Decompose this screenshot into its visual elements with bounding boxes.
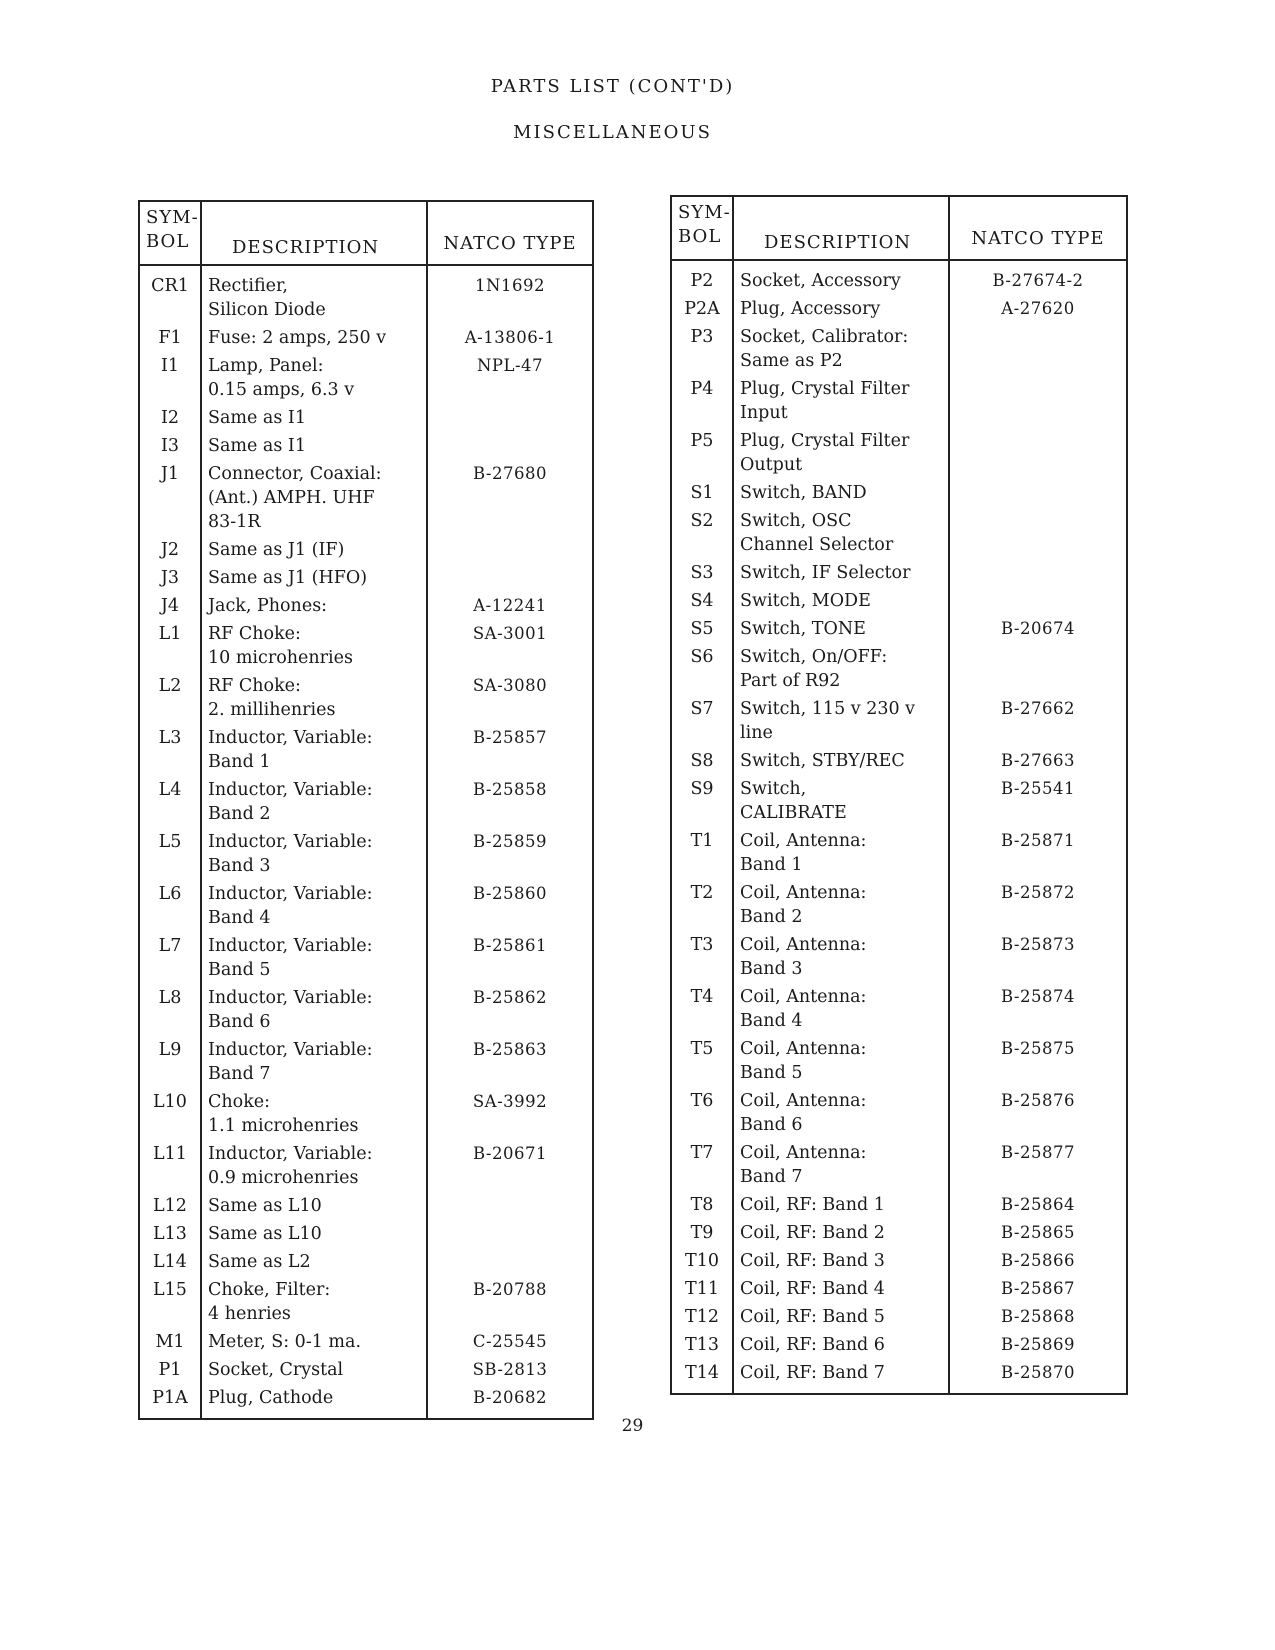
part-natco-type: B-20788 [427,1276,593,1328]
part-symbol: J1 [160,464,180,484]
table-row [671,827,1127,879]
part-symbol: F1 [158,328,182,348]
part-natco-type: B-25876 [949,1087,1127,1139]
part-description: Coil, Antenna: Band 5 [733,1035,949,1087]
table-header-row [139,201,593,265]
part-natco-type: B-25873 [949,931,1127,983]
part-symbol: I1 [160,356,180,376]
part-description: Inductor, Variable: Band 4 [201,880,427,932]
part-natco-type: B-25860 [427,880,593,932]
part-symbol: T3 [690,935,714,955]
part-natco-type: SA-3080 [427,672,593,724]
part-natco-type [949,427,1127,479]
part-description: Coil, RF: Band 2 [733,1219,949,1247]
table-row [139,620,593,672]
part-description: Same as L2 [201,1248,427,1276]
part-description: Coil, RF: Band 5 [733,1303,949,1331]
column-header-natco-type: NATCO TYPE [949,196,1127,260]
part-symbol: T9 [690,1223,714,1243]
part-symbol: T4 [690,987,714,1007]
table-row [671,559,1127,587]
table-row [671,1303,1127,1331]
column-header-description: DESCRIPTION [201,201,427,265]
part-natco-type [949,323,1127,375]
parts-table-right [670,195,1128,1395]
part-description: Switch, MODE [733,587,949,615]
table-row [139,828,593,880]
part-natco-type: B-25864 [949,1191,1127,1219]
part-description: Choke: 1.1 microhenries [201,1088,427,1140]
part-symbol: T2 [690,883,714,903]
part-description: Coil, Antenna: Band 7 [733,1139,949,1191]
part-description: Inductor, Variable: Band 3 [201,828,427,880]
part-description: Inductor, Variable: Band 1 [201,724,427,776]
part-natco-type [427,1192,593,1220]
part-symbol: L13 [153,1224,187,1244]
part-natco-type: SA-3001 [427,620,593,672]
parts-table-left-body [139,265,593,1419]
part-description: Socket, Crystal [201,1356,427,1384]
part-description: Inductor, Variable: Band 5 [201,932,427,984]
table-row [139,1356,593,1384]
part-natco-type: B-25541 [949,775,1127,827]
table-row [671,1275,1127,1303]
part-symbol: L11 [153,1144,187,1164]
table-row [139,324,593,352]
table-row [671,260,1127,295]
part-symbol: I3 [160,436,180,456]
part-symbol: L14 [153,1252,187,1272]
part-symbol: P4 [690,379,714,399]
table-row [671,643,1127,695]
part-natco-type [949,507,1127,559]
part-natco-type [427,432,593,460]
table-row [671,479,1127,507]
part-description: Choke, Filter: 4 henries [201,1276,427,1328]
table-row [139,932,593,984]
table-row [139,984,593,1036]
part-symbol: T10 [685,1251,719,1271]
part-description: Connector, Coaxial: (Ant.) AMPH. UHF 83-1R [201,460,427,536]
part-description: RF Choke: 2. millihenries [201,672,427,724]
part-description: Coil, RF: Band 7 [733,1359,949,1394]
part-symbol: S4 [690,591,714,611]
table-row [139,1140,593,1192]
part-symbol: S5 [690,619,714,639]
part-natco-type: B-25872 [949,879,1127,931]
part-natco-type: B-25857 [427,724,593,776]
part-natco-type: B-25870 [949,1359,1127,1394]
part-description: Same as I1 [201,404,427,432]
table-row [671,375,1127,427]
part-description: Same as J1 (HFO) [201,564,427,592]
part-symbol: S9 [690,779,714,799]
part-natco-type: B-25867 [949,1275,1127,1303]
part-natco-type: B-25868 [949,1303,1127,1331]
part-symbol: J2 [160,540,180,560]
part-natco-type: SA-3992 [427,1088,593,1140]
part-symbol: CR1 [151,276,189,296]
part-natco-type [949,479,1127,507]
part-symbol: T8 [690,1195,714,1215]
part-symbol: T5 [690,1039,714,1059]
part-symbol: L6 [158,884,182,904]
column-header-natco-type: NATCO TYPE [427,201,593,265]
page-number: 29 [621,1416,644,1436]
part-description: Coil, RF: Band 1 [733,1191,949,1219]
part-description: Coil, Antenna: Band 3 [733,931,949,983]
part-symbol: P1 [158,1360,182,1380]
table-row [671,615,1127,643]
part-symbol: L10 [153,1092,187,1112]
part-description: Coil, Antenna: Band 2 [733,879,949,931]
part-description: Inductor, Variable: Band 6 [201,984,427,1036]
section-subtitle: MISCELLANEOUS [513,122,712,143]
column-header-symbol: SYM- BOL [139,201,201,265]
part-natco-type: B-20674 [949,615,1127,643]
part-natco-type: B-25858 [427,776,593,828]
part-symbol: L3 [158,728,182,748]
table-row [139,265,593,324]
part-description: Same as L10 [201,1220,427,1248]
part-symbol: L15 [153,1280,187,1300]
part-natco-type [427,404,593,432]
table-row [671,1331,1127,1359]
table-row [671,1087,1127,1139]
part-natco-type: B-27662 [949,695,1127,747]
part-description: Plug, Cathode [201,1384,427,1419]
table-row [139,672,593,724]
part-description: Switch, CALIBRATE [733,775,949,827]
part-natco-type: B-20671 [427,1140,593,1192]
part-natco-type: B-25869 [949,1331,1127,1359]
part-symbol: S8 [690,751,714,771]
table-row [671,879,1127,931]
part-natco-type [427,1248,593,1276]
part-natco-type: B-25871 [949,827,1127,879]
part-symbol: L9 [158,1040,182,1060]
part-symbol: T12 [685,1307,719,1327]
part-natco-type [949,375,1127,427]
part-description: Switch, 115 v 230 v line [733,695,949,747]
part-natco-type: B-25861 [427,932,593,984]
part-natco-type: B-25877 [949,1139,1127,1191]
part-natco-type: B-27663 [949,747,1127,775]
part-description: Coil, RF: Band 4 [733,1275,949,1303]
part-natco-type [949,643,1127,695]
part-symbol: J3 [160,568,180,588]
part-description: Plug, Accessory [733,295,949,323]
table-row [139,1328,593,1356]
part-description: Switch, OSC Channel Selector [733,507,949,559]
table-row [671,1219,1127,1247]
table-row [139,776,593,828]
table-row [139,352,593,404]
part-natco-type: B-27680 [427,460,593,536]
part-description: RF Choke: 10 microhenries [201,620,427,672]
part-symbol: P5 [690,431,714,451]
part-description: Rectifier, Silicon Diode [201,265,427,324]
part-natco-type: B-25865 [949,1219,1127,1247]
table-row [671,587,1127,615]
part-description: Coil, Antenna: Band 6 [733,1087,949,1139]
part-symbol: I2 [160,408,180,428]
part-symbol: S2 [690,511,714,531]
part-natco-type [427,536,593,564]
part-description: Switch, STBY/REC [733,747,949,775]
table-row [139,404,593,432]
table-row [671,1247,1127,1275]
part-description: Switch, On/OFF: Part of R92 [733,643,949,695]
part-description: Lamp, Panel: 0.15 amps, 6.3 v [201,352,427,404]
part-description: Plug, Crystal Filter Output [733,427,949,479]
parts-table-right-body [671,260,1127,1394]
part-symbol: T6 [690,1091,714,1111]
part-natco-type: A-13806-1 [427,324,593,352]
part-natco-type [427,1220,593,1248]
part-natco-type: A-12241 [427,592,593,620]
part-description: Meter, S: 0-1 ma. [201,1328,427,1356]
part-symbol: S7 [690,699,714,719]
table-row [139,564,593,592]
table-header-row [671,196,1127,260]
table-row [139,432,593,460]
part-description: Coil, Antenna: Band 4 [733,983,949,1035]
part-description: Socket, Calibrator: Same as P2 [733,323,949,375]
table-row [139,1248,593,1276]
part-symbol: M1 [155,1332,185,1352]
part-natco-type [949,559,1127,587]
table-row [139,1036,593,1088]
part-symbol: L7 [158,936,182,956]
part-description: Inductor, Variable: Band 2 [201,776,427,828]
part-description: Coil, Antenna: Band 1 [733,827,949,879]
part-natco-type: B-27674-2 [949,260,1127,295]
table-row [671,775,1127,827]
table-row [139,1192,593,1220]
table-row [671,1359,1127,1394]
part-natco-type: B-25863 [427,1036,593,1088]
part-description: Jack, Phones: [201,592,427,620]
part-symbol: T14 [685,1363,719,1383]
table-row [139,536,593,564]
part-description: Inductor, Variable: 0.9 microhenries [201,1140,427,1192]
part-natco-type: B-25875 [949,1035,1127,1087]
part-symbol: P1A [152,1388,188,1408]
part-symbol: T7 [690,1143,714,1163]
part-symbol: L12 [153,1196,187,1216]
part-description: Switch, BAND [733,479,949,507]
table-row [139,1384,593,1419]
table-row [671,323,1127,375]
part-description: Switch, TONE [733,615,949,643]
table-row [671,1139,1127,1191]
part-natco-type: B-25874 [949,983,1127,1035]
page-title: PARTS LIST (CONT'D) [490,76,735,97]
column-header-description: DESCRIPTION [733,196,949,260]
part-description: Same as J1 (IF) [201,536,427,564]
part-natco-type: NPL-47 [427,352,593,404]
table-row [671,747,1127,775]
table-row [671,695,1127,747]
part-description: Same as I1 [201,432,427,460]
table-row [671,1035,1127,1087]
part-symbol: L1 [158,624,182,644]
part-description: Coil, RF: Band 3 [733,1247,949,1275]
table-row [139,592,593,620]
part-description: Switch, IF Selector [733,559,949,587]
table-row [139,1276,593,1328]
part-natco-type: B-20682 [427,1384,593,1419]
table-row [671,931,1127,983]
part-description: Fuse: 2 amps, 250 v [201,324,427,352]
part-natco-type: B-25862 [427,984,593,1036]
part-symbol: S1 [690,483,714,503]
part-symbol: J4 [160,596,180,616]
part-natco-type [949,587,1127,615]
part-symbol: L4 [158,780,182,800]
part-symbol: S3 [690,563,714,583]
part-symbol: L2 [158,676,182,696]
column-header-symbol: SYM- BOL [671,196,733,260]
table-row [671,427,1127,479]
part-symbol: S6 [690,647,714,667]
table-row [139,1088,593,1140]
part-description: Socket, Accessory [733,260,949,295]
part-symbol: L5 [158,832,182,852]
part-description: Plug, Crystal Filter Input [733,375,949,427]
table-row [139,1220,593,1248]
table-row [671,983,1127,1035]
part-natco-type [427,564,593,592]
part-symbol: L8 [158,988,182,1008]
table-row [139,724,593,776]
part-natco-type: B-25859 [427,828,593,880]
part-symbol: P3 [690,327,714,347]
part-symbol: T1 [690,831,714,851]
part-symbol: P2A [684,299,720,319]
part-symbol: T13 [685,1335,719,1355]
part-natco-type: SB-2813 [427,1356,593,1384]
table-row [139,460,593,536]
part-natco-type: C-25545 [427,1328,593,1356]
table-row [139,880,593,932]
table-row [671,1191,1127,1219]
part-symbol: P2 [690,271,714,291]
part-symbol: T11 [685,1279,719,1299]
part-natco-type: A-27620 [949,295,1127,323]
part-description: Same as L10 [201,1192,427,1220]
table-row [671,507,1127,559]
part-description: Coil, RF: Band 6 [733,1331,949,1359]
parts-table-left [138,200,594,1420]
part-natco-type: 1N1692 [427,265,593,324]
part-natco-type: B-25866 [949,1247,1127,1275]
part-description: Inductor, Variable: Band 7 [201,1036,427,1088]
table-row [671,295,1127,323]
